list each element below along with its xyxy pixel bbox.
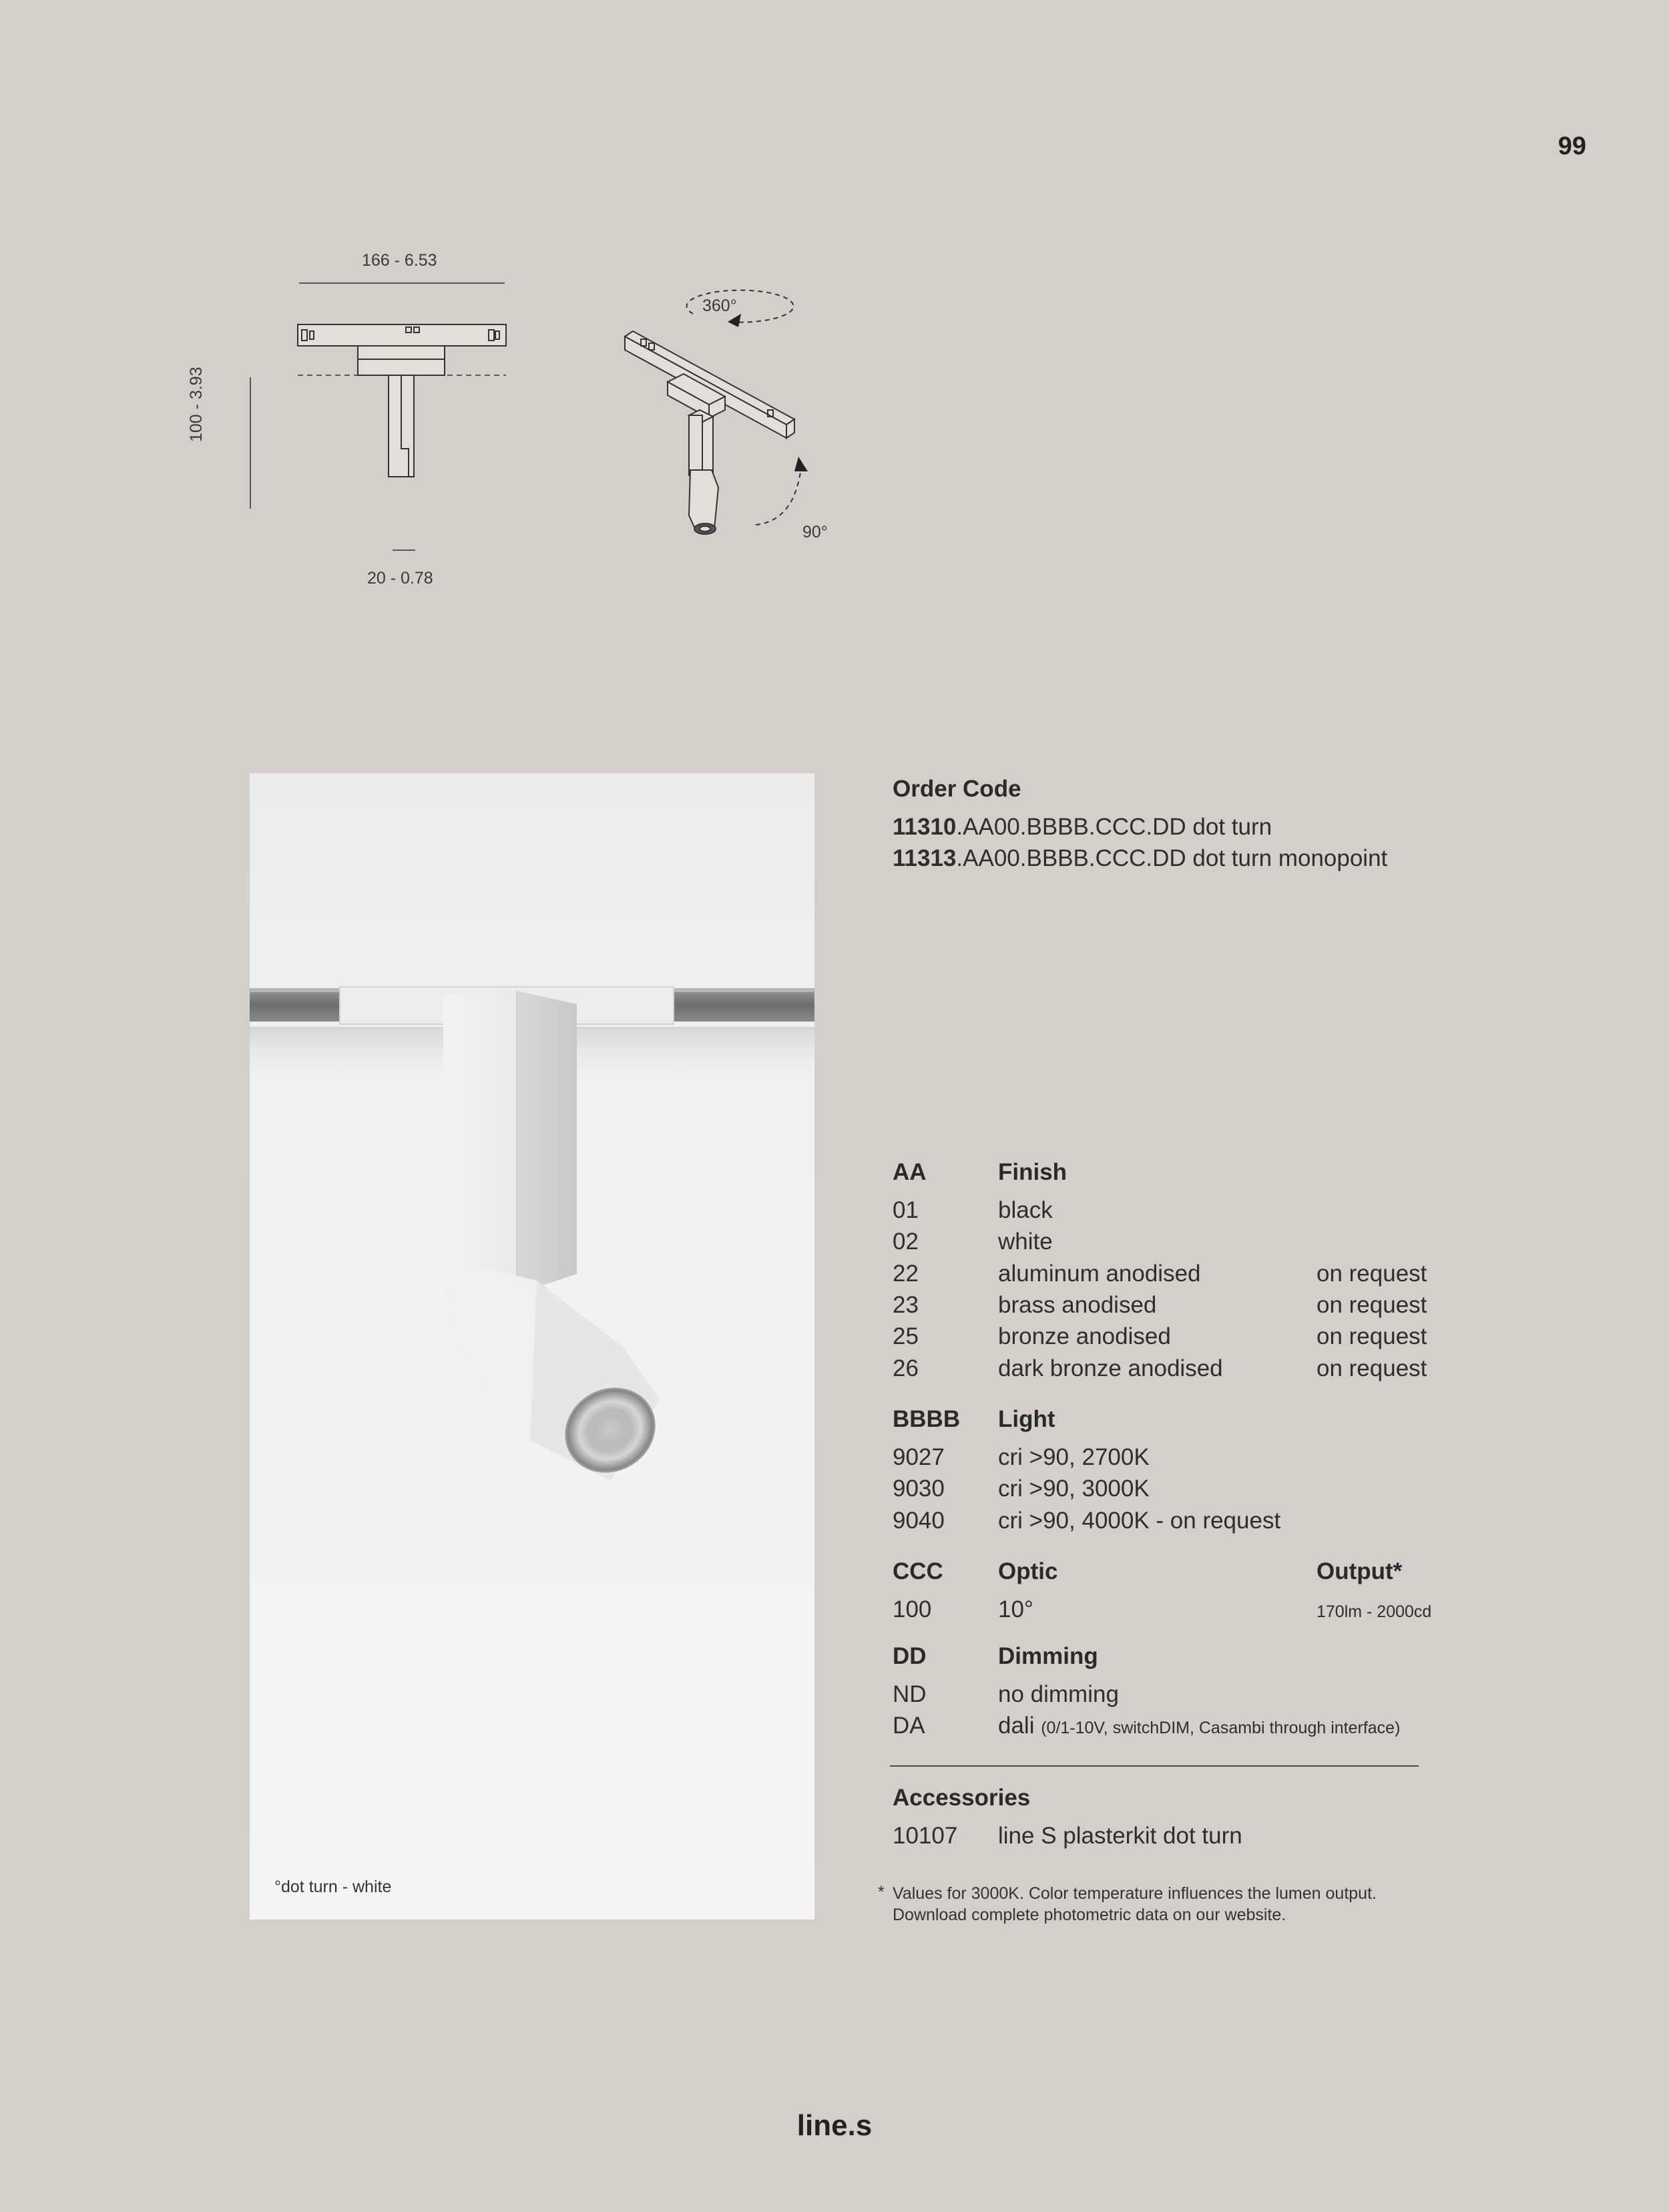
rotation-label: 360° [702, 296, 737, 315]
front-view-drawing [200, 240, 534, 601]
product-photo [250, 773, 814, 1920]
output-heading: Output* [1317, 1558, 1403, 1584]
brand-footer: line.s [796, 2109, 873, 2142]
light-row-code: 9027 [893, 1444, 945, 1470]
dimming-row-line [998, 1713, 1400, 1739]
finish-row-name: black [998, 1197, 1053, 1223]
finish-row-code: 22 [893, 1261, 919, 1287]
optic-row-name: 10° [998, 1596, 1033, 1622]
finish-row-code: 01 [893, 1197, 919, 1223]
light-row-code: 9040 [893, 1508, 945, 1534]
finish-row-code: 02 [893, 1229, 919, 1255]
finish-row-code: 26 [893, 1355, 919, 1381]
light-row-name: cri >90, 3000K [998, 1476, 1150, 1502]
dimming-heading: Dimming [998, 1643, 1098, 1669]
tilt-label: 90° [802, 523, 828, 541]
finish-row-code: 25 [893, 1323, 919, 1349]
finish-row-note: on request [1317, 1261, 1427, 1287]
footnote-line-2: Download complete photometric data on our website. [893, 1906, 1286, 1924]
order-code-2-rest: .AA00.BBBB.CCC.DD dot turn monopoint [956, 845, 1388, 871]
finish-heading: Finish [998, 1159, 1067, 1185]
footnote-line-1: Values for 3000K. Color temperature influences the lumen output. [893, 1884, 1377, 1903]
optic-code-heading: CCC [893, 1558, 943, 1584]
finish-row-name: white [998, 1229, 1053, 1255]
dimming-row-code: ND [893, 1681, 927, 1707]
finish-row-name: dark bronze anodised [998, 1355, 1223, 1381]
page-number: 99 [1558, 132, 1586, 160]
section-divider [890, 1765, 1419, 1767]
order-code-2-number: 11313 [893, 845, 957, 871]
finish-row-name: aluminum anodised [998, 1261, 1201, 1287]
dimming-row-name: dali [998, 1713, 1035, 1739]
accessories-heading: Accessories [893, 1785, 1031, 1811]
order-code-line-1 [893, 814, 1272, 841]
front-view-svg [200, 240, 534, 601]
finish-row-name: bronze anodised [998, 1323, 1171, 1349]
photo-caption: °dot turn - white [274, 1877, 392, 1896]
optic-heading: Optic [998, 1558, 1058, 1584]
light-code-heading: BBBB [893, 1406, 961, 1432]
accessory-row-name: line S plasterkit dot turn [998, 1823, 1242, 1849]
light-heading: Light [998, 1406, 1055, 1432]
dimming-row-name: no dimming [998, 1681, 1119, 1707]
light-row-name: cri >90, 4000K - on request [998, 1508, 1281, 1534]
finish-row-name: brass anodised [998, 1292, 1157, 1318]
depth-dimension-label: 20 - 0.78 [367, 569, 433, 588]
light-row-code: 9030 [893, 1476, 945, 1502]
dimming-row-code: DA [893, 1713, 925, 1739]
dimming-row-detail: (0/1-10V, switchDIM, Casambi through interface) [1041, 1719, 1401, 1737]
order-code-heading: Order Code [893, 776, 1021, 802]
accessory-row-code: 10107 [893, 1823, 958, 1849]
finish-row-code: 23 [893, 1292, 919, 1318]
optic-row-code: 100 [893, 1596, 932, 1622]
finish-code-heading: AA [893, 1159, 927, 1185]
optic-row-output: 170lm - 2000cd [1317, 1602, 1432, 1621]
finish-row-note: on request [1317, 1355, 1427, 1381]
dimming-code-heading: DD [893, 1643, 927, 1669]
footnote-marker: * [878, 1883, 885, 1902]
order-code-1-number: 11310 [893, 814, 957, 840]
product-illustration [250, 773, 814, 1920]
width-dimension-label: 166 - 6.53 [362, 251, 437, 270]
height-dimension-label: 100 - 3.93 [187, 367, 206, 442]
order-code-line-2 [893, 845, 1387, 872]
light-row-name: cri >90, 2700K [998, 1444, 1150, 1470]
order-code-1-rest: .AA00.BBBB.CCC.DD dot turn [956, 814, 1272, 840]
finish-row-note: on request [1317, 1323, 1427, 1349]
finish-row-note: on request [1317, 1292, 1427, 1318]
